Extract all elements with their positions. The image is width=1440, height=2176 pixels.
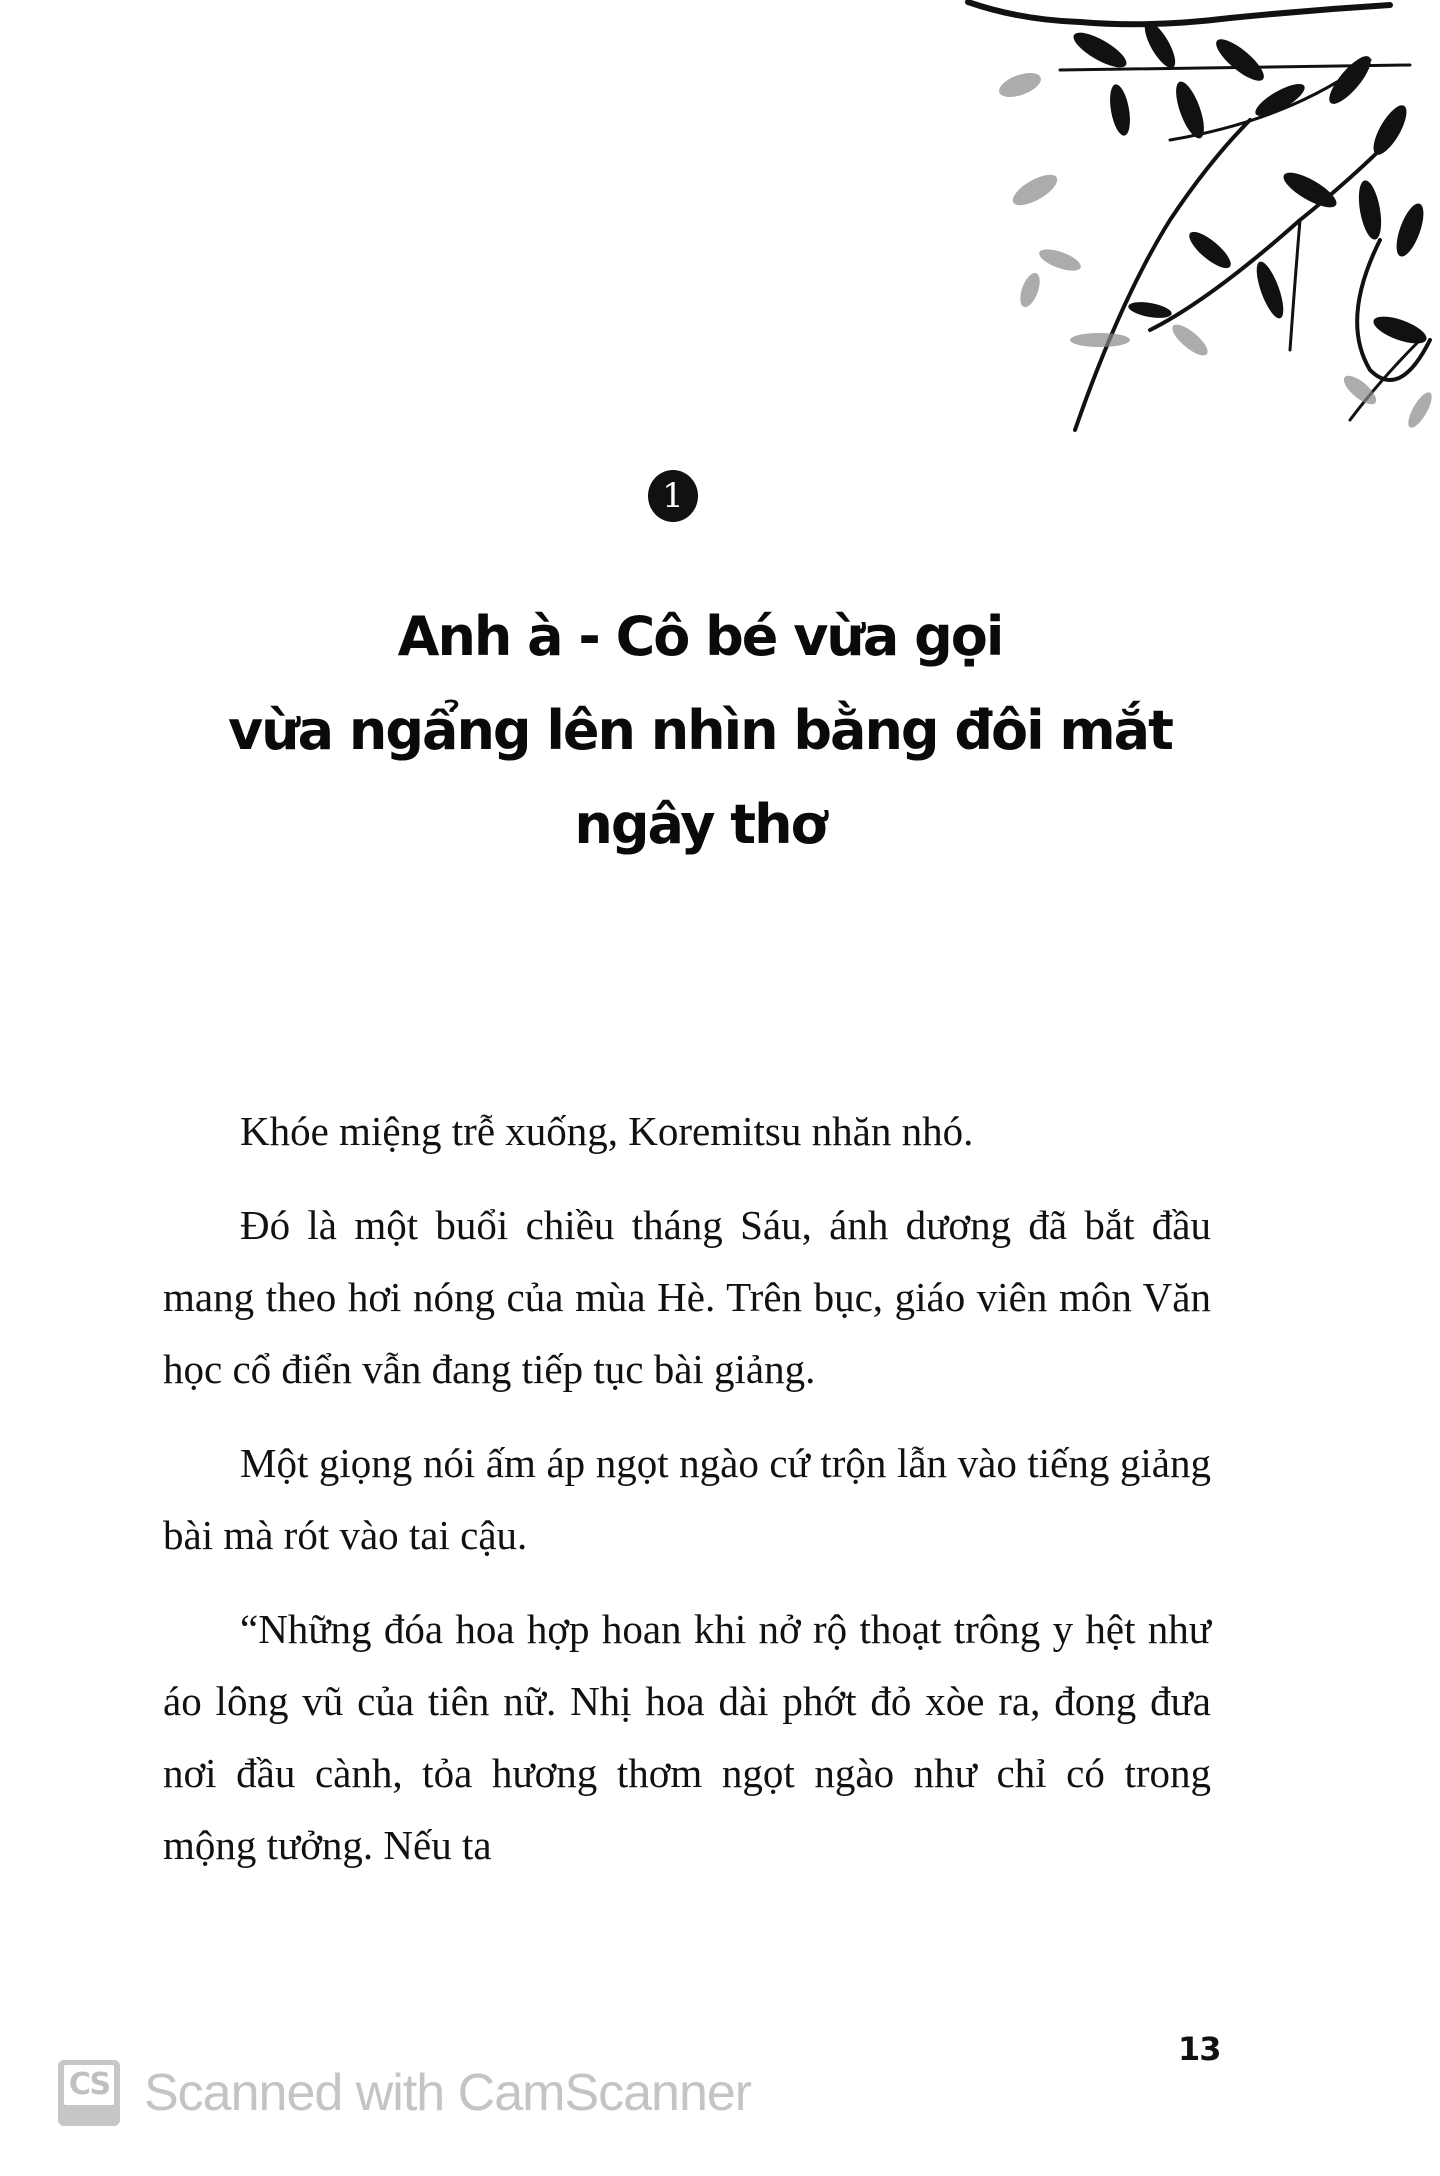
body-text — [163, 1095, 1211, 1903]
chapter-title-line: vừa ngẩng lên nhìn bằng đôi mắt — [228, 699, 1172, 762]
watermark-text: Scanned with CamScanner — [144, 2064, 752, 2122]
chapter-number-badge: 1 — [648, 470, 698, 522]
chapter-title-line: ngây thơ — [574, 793, 826, 856]
paragraph: Khóe miệng trễ xuống, Koremitsu nhăn nhó. — [240, 1108, 974, 1154]
chapter-title-line: Anh à - Cô bé vừa gọi — [397, 605, 1003, 668]
chapter-title — [150, 590, 1250, 872]
camscanner-logo-icon — [58, 2060, 120, 2126]
page-number: 13 — [1178, 2030, 1221, 2068]
camscanner-logo-text: CS — [64, 2065, 114, 2105]
foliage-illustration — [950, 0, 1440, 500]
camscanner-watermark — [58, 2060, 751, 2126]
paragraph: “Những đóa hoa hợp hoan khi nở rộ thoạt trông y hệt như áo lông vũ của tiên nữ. Nhị hoa dài phớt đỏ xòe ra, đong đưa nơi đầu cành, tỏa hương thơm ngọt ngào như chỉ có trong mộng tưởng. Nếu ta — [163, 1606, 1211, 1868]
paragraph: Đó là một buổi chiều tháng Sáu, ánh dương đã bắt đầu mang theo hơi nóng của mùa Hè. Trên bục, giáo viên môn Văn học cổ điển vẫn đang tiếp tục bài giảng. — [163, 1202, 1211, 1392]
paragraph: Một giọng nói ấm áp ngọt ngào cứ trộn lẫn vào tiếng giảng bài mà rót vào tai cậu. — [163, 1440, 1211, 1558]
